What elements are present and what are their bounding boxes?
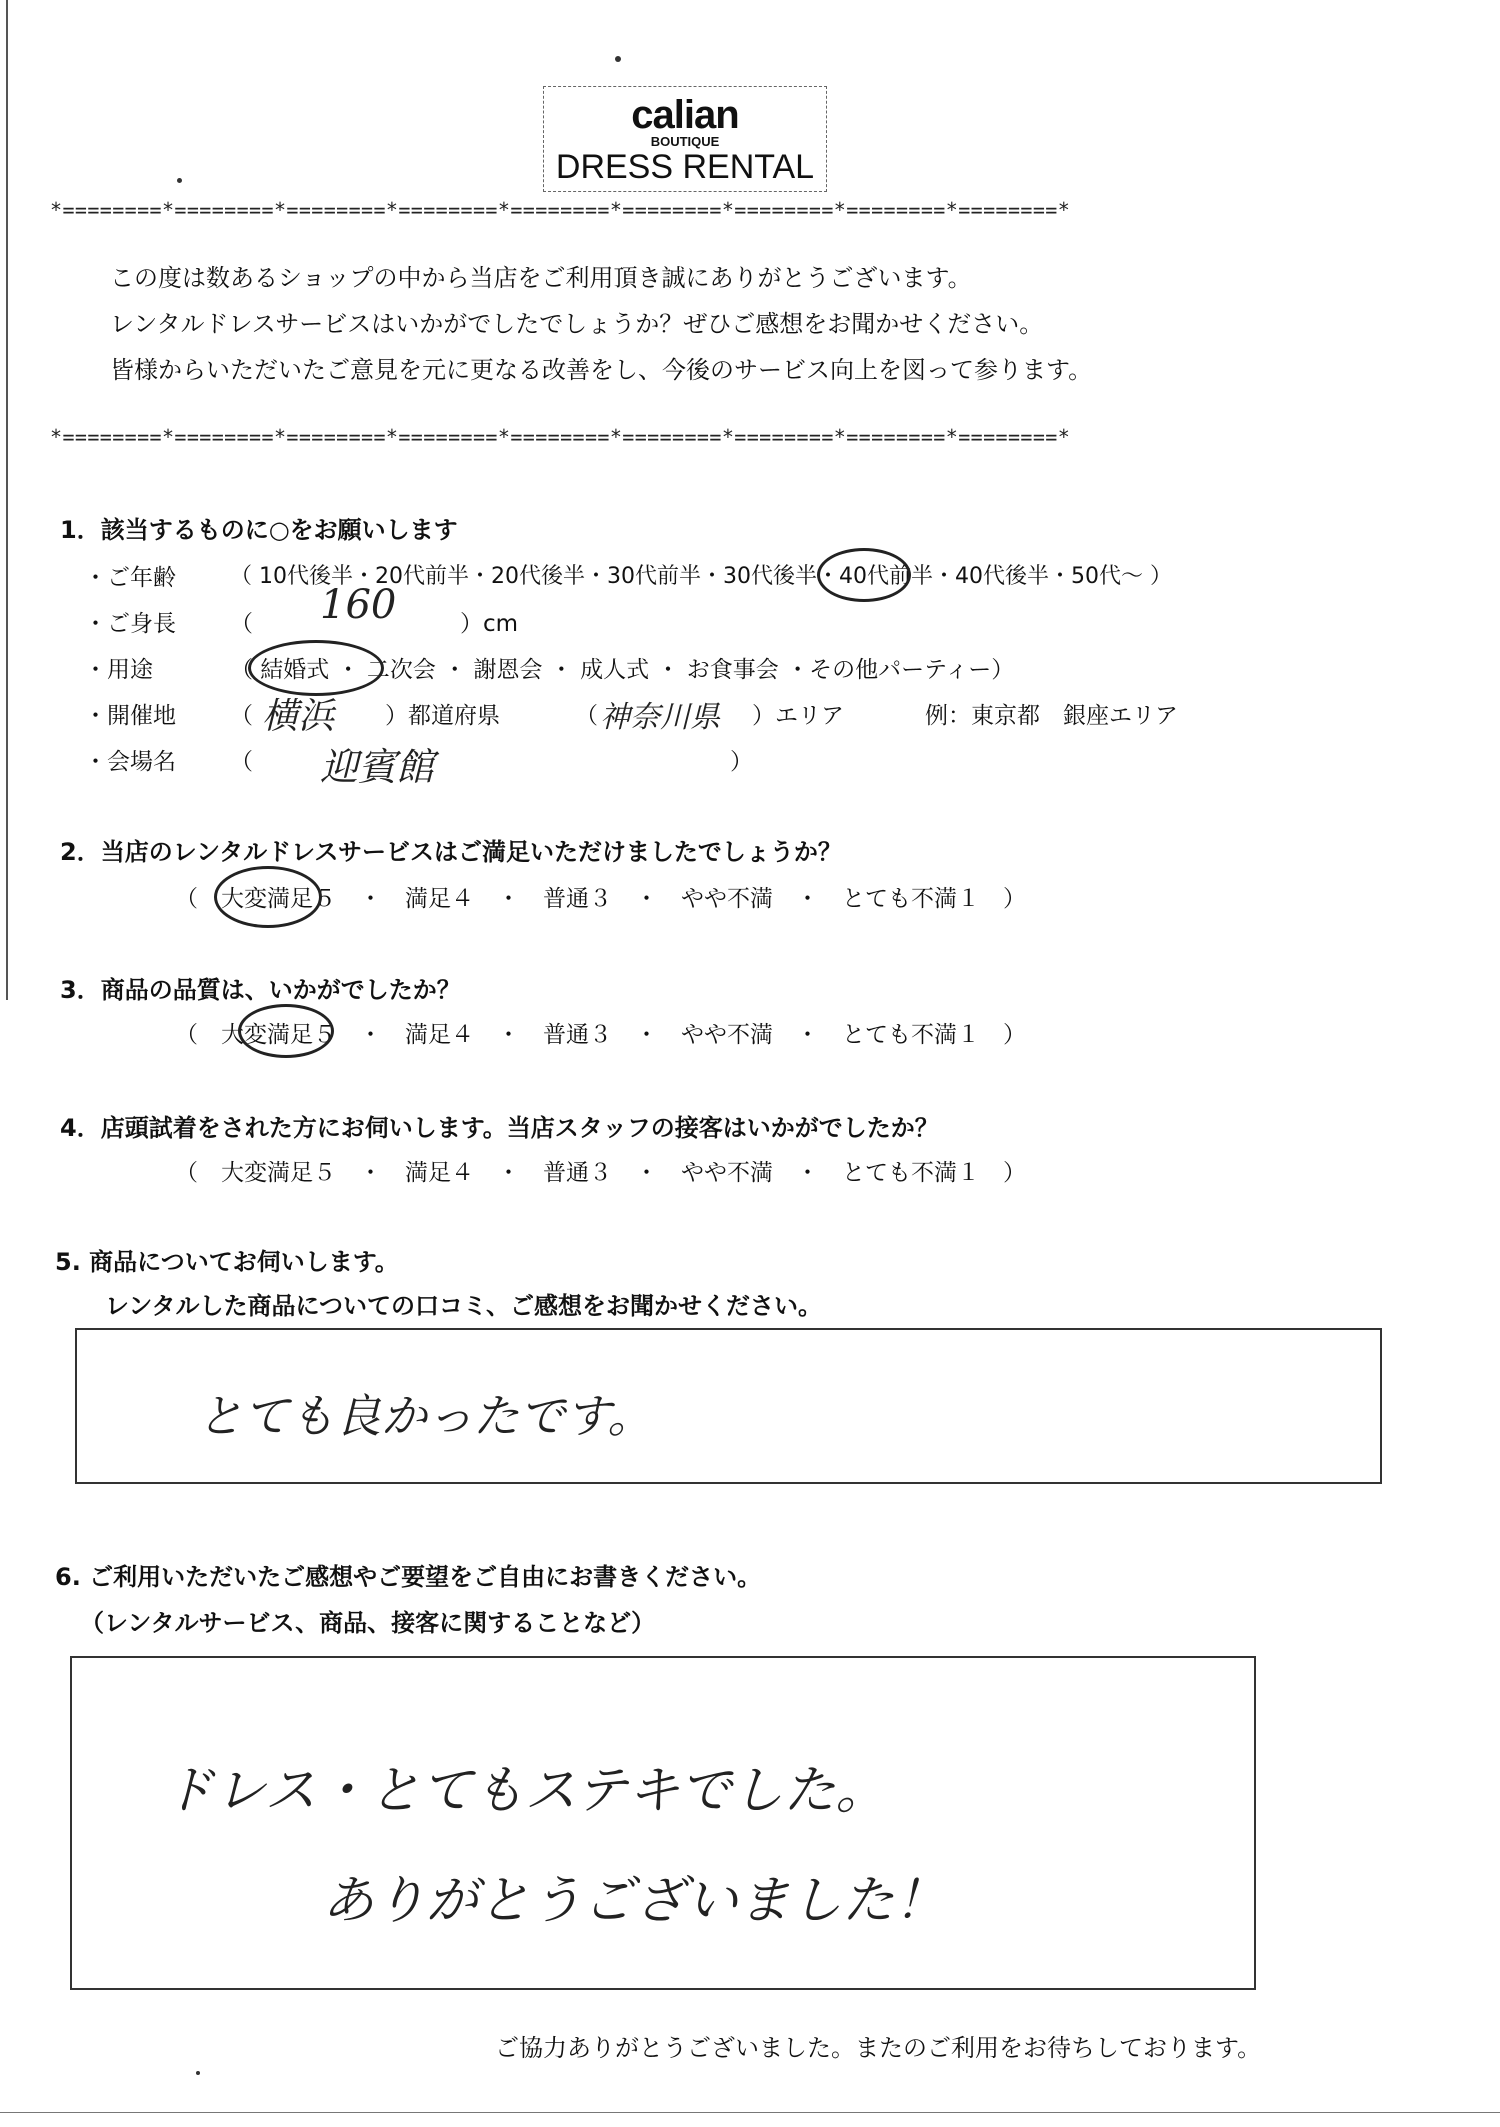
separator-top: *========*========*========*========*========*========*========*========*========* [50, 198, 1071, 222]
q4-options: （ 大変満足５ ・ 満足４ ・ 普通３ ・ やや不満 ・ とても不満１ ） [175, 1160, 1026, 1186]
q4-title: 4．店頭試着をされた方にお伺いします。当店スタッフの接客はいかがでしたか？ [60, 1114, 939, 1142]
q6-answer-box [70, 1656, 1256, 1990]
intro-line: この度は数あるショップの中から当店をご利用頂き誠にありがとうございます。 [110, 264, 972, 292]
q5-answer-box [75, 1328, 1382, 1484]
q6-title: 6. ご利用いただいたご感想やご要望をご自由にお書きください。 [55, 1563, 762, 1591]
intro-line: レンタルドレスサービスはいかがでしたでしょうか？ぜひご感想をお聞かせください。 [110, 310, 1044, 338]
q1-title: 1．該当するものに○をお願いします [60, 516, 458, 544]
brand-subtitle: BOUTIQUE [650, 134, 720, 149]
venue-name-label: ・会場名 [84, 749, 176, 775]
document-title: DRESS RENTAL [555, 148, 815, 186]
age-options: （ 10代後半・20代前半・20代後半・30代前半・30代後半・40代前半・40代後半・50代〜 ） [230, 564, 1172, 589]
venue-area-open: （ [230, 703, 253, 729]
venue-area-label: ・開催地 [84, 703, 176, 729]
height-label: ・ご身長 [84, 611, 176, 637]
age-label: ・ご年齢 [84, 565, 176, 591]
venue-area-mid: ）都道府県 [385, 703, 500, 729]
height-close: ）cm [460, 611, 519, 637]
q6-answer-line-1: ドレス・とてもステキでした。 [162, 1761, 888, 1821]
venue-name-value: 迎賓館 [320, 745, 435, 789]
scan-speck [615, 56, 621, 62]
brand-logo [543, 86, 827, 192]
age-selection-circle [817, 548, 911, 602]
q6-answer-line-2: ありがとうございました！ [322, 1871, 947, 1931]
purpose-label: ・用途 [84, 657, 153, 683]
q3-selection-circle [238, 1004, 334, 1058]
separator-bottom: *========*========*========*========*========*========*========*========*========* [50, 425, 1071, 449]
venue-name-open: （ [230, 749, 253, 775]
venue-name-close: ） [730, 749, 753, 775]
venue-example: 例：東京都 銀座エリア [925, 703, 1178, 729]
height-value: 160 [320, 582, 397, 628]
intro-line: 皆様からいただいたご意見を元に更なる改善をし、今後のサービス向上を図って参ります。 [110, 356, 1093, 384]
q2-selection-circle [214, 866, 322, 928]
q2-options: （ 大変満足５ ・ 満足４ ・ 普通３ ・ やや不満 ・ とても不満１ ） [175, 886, 1026, 912]
venue-area-close: ）エリア [752, 703, 844, 729]
q5-subtitle: レンタルした商品についての口コミ、ご感想をお聞かせください。 [105, 1292, 822, 1320]
q6-subtitle: （レンタルサービス、商品、接客に関することなど） [80, 1609, 656, 1637]
q3-options: （ 大変満足５ ・ 満足４ ・ 普通３ ・ やや不満 ・ とても不満１ ） [175, 1022, 1026, 1048]
purpose-options: （ 結婚式 ・ 二次会 ・ 謝恩会 ・ 成人式 ・ お食事会 ・その他パーティー） [230, 657, 1015, 683]
venue-city-value: 横浜 [262, 696, 335, 737]
q5-answer: とても良かったです。 [197, 1389, 654, 1443]
q5-title: 5. 商品についてお伺いします。 [55, 1248, 399, 1276]
q2-title: 2．当店のレンタルドレスサービスはご満足いただけましたでしょうか？ [60, 838, 842, 866]
footer-thanks: ご協力ありがとうございました。またのご利用をお待ちしております。 [495, 2034, 1262, 2062]
q3-title: 3．商品の品質は、いかがでしたか？ [60, 976, 461, 1004]
scan-bottom-line [0, 2112, 1500, 2113]
scan-speck [177, 178, 182, 183]
brand-name: calian [631, 93, 739, 137]
intro-text [110, 255, 1092, 393]
height-open: （ [230, 611, 253, 637]
scan-edge-line [6, 0, 8, 1000]
venue-pref-open: （ [575, 703, 598, 729]
scan-speck [196, 2071, 200, 2075]
venue-pref-value: 神奈川県 [600, 700, 720, 735]
